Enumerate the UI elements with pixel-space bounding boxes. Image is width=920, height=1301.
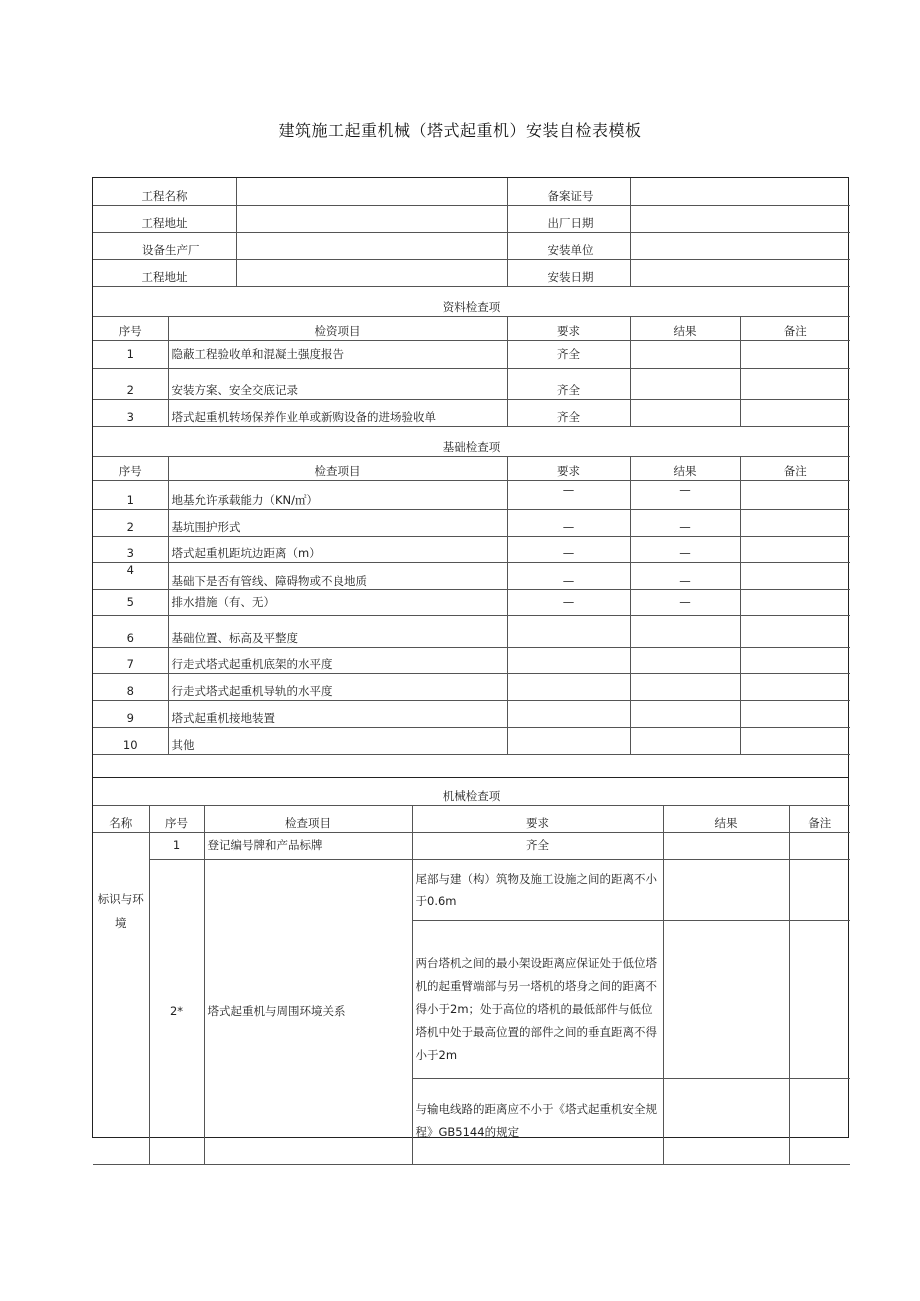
foundation-row-no: 10 [93, 727, 168, 754]
project-name-value[interactable] [236, 178, 507, 205]
mech-group-name: 标识与环境 [93, 832, 149, 1165]
docs-row-note[interactable] [740, 399, 850, 426]
docs-row-no: 2 [93, 368, 168, 399]
project-address2-value[interactable] [236, 259, 507, 286]
table-row [93, 562, 850, 589]
mech-row-no: 2* [149, 859, 204, 1165]
foundation-row-item: 行走式塔式起重机导轨的水平度 [168, 673, 507, 700]
foundation-row-note[interactable] [740, 647, 850, 673]
foundation-row-req: — [507, 589, 630, 615]
docs-row-no: 3 [93, 399, 168, 426]
docs-row-note[interactable] [740, 368, 850, 399]
foundation-row-note[interactable] [740, 562, 850, 589]
foundation-row-note[interactable] [740, 589, 850, 615]
mech-row-req-tail-distance: 尾部与建（构）筑物及施工设施之间的距离不小于0.6m [412, 859, 663, 920]
foundation-row-no: 4 [93, 562, 168, 589]
project-name-label: 工程名称 [93, 178, 236, 205]
table-row [93, 589, 850, 615]
mech-row-note[interactable] [789, 1078, 850, 1164]
docs-header-item: 检资项目 [168, 316, 507, 340]
docs-header-req: 要求 [507, 316, 630, 340]
foundation-row-req [507, 615, 630, 647]
mechanical-section-title: 机械检查项 [93, 778, 850, 805]
mech-row-req-tower-distance: 两台塔机之间的最小架设距离应保证处于低位塔机的起重臂端部与另一塔机的塔身之间的距离不得小于2m；处于高位的塔机的最低部件与低位塔机中处于最高位置的部件之间的垂直距离不得小于2m [412, 920, 663, 1078]
docs-row-item: 塔式起重机转场保养作业单或新购设备的进场验收单 [168, 399, 507, 426]
table-row [93, 399, 850, 426]
foundation-row-note[interactable] [740, 727, 850, 754]
table-row [93, 832, 850, 859]
foundation-row-no: 6 [93, 615, 168, 647]
mech-row-result[interactable] [663, 859, 789, 920]
mech-header-item: 检查项目 [204, 805, 412, 832]
foundation-row-req: — [507, 480, 630, 509]
foundation-header-req: 要求 [507, 456, 630, 480]
foundation-row-no: 2 [93, 509, 168, 536]
foundation-header-no: 序号 [93, 456, 168, 480]
table-row [93, 615, 850, 647]
foundation-row-no: 1 [93, 480, 168, 509]
mech-header-result: 结果 [663, 805, 789, 832]
docs-header-no: 序号 [93, 316, 168, 340]
table-row [93, 340, 850, 368]
table-row [93, 700, 850, 727]
foundation-row-item: 基坑围护形式 [168, 509, 507, 536]
mech-row-result[interactable] [663, 920, 789, 1078]
install-unit-value[interactable] [630, 232, 850, 259]
foundation-row-note[interactable] [740, 480, 850, 509]
foundation-row-note[interactable] [740, 700, 850, 727]
foundation-row-result[interactable]: — [630, 536, 740, 562]
foundation-row-result[interactable]: — [630, 509, 740, 536]
mech-row-note[interactable] [789, 920, 850, 1078]
mech-row-no: 1 [149, 832, 204, 859]
record-no-label: 备案证号 [507, 178, 630, 205]
foundation-header-result: 结果 [630, 456, 740, 480]
docs-header-result: 结果 [630, 316, 740, 340]
docs-row-result[interactable] [630, 399, 740, 426]
mech-row-item: 塔式起重机与周围环境关系 [204, 859, 412, 1165]
foundation-row-result[interactable]: — [630, 562, 740, 589]
install-unit-label: 安装单位 [507, 232, 630, 259]
factory-date-value[interactable] [630, 205, 850, 232]
docs-row-req: 齐全 [507, 340, 630, 368]
table-row [93, 368, 850, 399]
foundation-row-item: 基础下是否有管线、障碍物或不良地质 [168, 562, 507, 589]
foundation-row-item: 塔式起重机距坑边距离（m） [168, 536, 507, 562]
mech-header-no: 序号 [149, 805, 204, 832]
mech-row-item: 登记编号牌和产品标牌 [204, 832, 412, 859]
table-row [93, 647, 850, 673]
docs-section-title: 资料检查项 [93, 286, 850, 316]
foundation-row-req [507, 647, 630, 673]
docs-row-note[interactable] [740, 340, 850, 368]
record-no-value[interactable] [630, 178, 850, 205]
foundation-row-note[interactable] [740, 536, 850, 562]
docs-header-note: 备注 [740, 316, 850, 340]
docs-row-result[interactable] [630, 368, 740, 399]
mech-row-note[interactable] [789, 832, 850, 859]
foundation-row-item: 排水措施（有、无） [168, 589, 507, 615]
foundation-row-no: 7 [93, 647, 168, 673]
foundation-section-title: 基础检查项 [93, 426, 850, 456]
mech-row-note[interactable] [789, 859, 850, 920]
foundation-row-result[interactable]: — [630, 589, 740, 615]
foundation-row-item: 行走式塔式起重机底架的水平度 [168, 647, 507, 673]
foundation-row-result[interactable] [630, 647, 740, 673]
table-row [93, 480, 850, 509]
docs-row-item: 隐蔽工程验收单和混凝土强度报告 [168, 340, 507, 368]
docs-row-result[interactable] [630, 340, 740, 368]
foundation-row-item: 基础位置、标高及平整度 [168, 615, 507, 647]
page-title: 建筑施工起重机械（塔式起重机）安装自检表模板 [278, 121, 642, 140]
project-address-label: 工程地址 [93, 205, 236, 232]
project-address2-label: 工程地址 [93, 259, 236, 286]
foundation-header-note: 备注 [740, 456, 850, 480]
docs-row-item: 安装方案、安全交底记录 [168, 368, 507, 399]
docs-row-no: 1 [93, 340, 168, 368]
foundation-row-no: 8 [93, 673, 168, 700]
table-row [93, 509, 850, 536]
foundation-header-item: 检查项目 [168, 456, 507, 480]
table-row [93, 859, 850, 920]
table-row [93, 673, 850, 700]
mech-row-req: 齐全 [412, 832, 663, 859]
foundation-row-req [507, 673, 630, 700]
table-row [93, 536, 850, 562]
foundation-row-item: 其他 [168, 727, 507, 754]
foundation-row-no: 3 [93, 536, 168, 562]
foundation-row-req [507, 700, 630, 727]
install-date-label: 安装日期 [507, 259, 630, 286]
foundation-row-item: 地基允许承载能力（KN/㎡） [168, 480, 507, 509]
docs-row-req: 齐全 [507, 368, 630, 399]
mech-header-note: 备注 [789, 805, 850, 832]
mech-header-req: 要求 [412, 805, 663, 832]
form-table-mechanical [92, 777, 849, 1138]
foundation-row-note[interactable] [740, 615, 850, 647]
foundation-row-no: 9 [93, 700, 168, 727]
factory-date-label: 出厂日期 [507, 205, 630, 232]
foundation-row-result[interactable] [630, 615, 740, 647]
form-table-top [92, 177, 849, 778]
table-row [93, 727, 850, 754]
foundation-row-result[interactable] [630, 727, 740, 754]
mech-row-result[interactable] [663, 1078, 789, 1164]
foundation-row-note[interactable] [740, 673, 850, 700]
foundation-row-req: — [507, 562, 630, 589]
foundation-row-note[interactable] [740, 509, 850, 536]
foundation-row-req: — [507, 509, 630, 536]
manufacturer-value[interactable] [236, 232, 507, 259]
foundation-row-no: 5 [93, 589, 168, 615]
foundation-row-req: — [507, 536, 630, 562]
mech-row-result[interactable] [663, 832, 789, 859]
manufacturer-label: 设备生产厂 [93, 232, 236, 259]
foundation-row-req [507, 727, 630, 754]
foundation-row-item: 塔式起重机接地装置 [168, 700, 507, 727]
mech-row-req-powerline-distance: 与输电线路的距离应不小于《塔式起重机安全规程》GB5144的规定 [412, 1078, 663, 1164]
foundation-row-result[interactable] [630, 700, 740, 727]
project-address-value[interactable] [236, 205, 507, 232]
foundation-row-result[interactable] [630, 673, 740, 700]
foundation-row-result[interactable]: — [630, 480, 740, 509]
install-date-value[interactable] [630, 259, 850, 286]
docs-row-req: 齐全 [507, 399, 630, 426]
mech-header-name: 名称 [93, 805, 149, 832]
